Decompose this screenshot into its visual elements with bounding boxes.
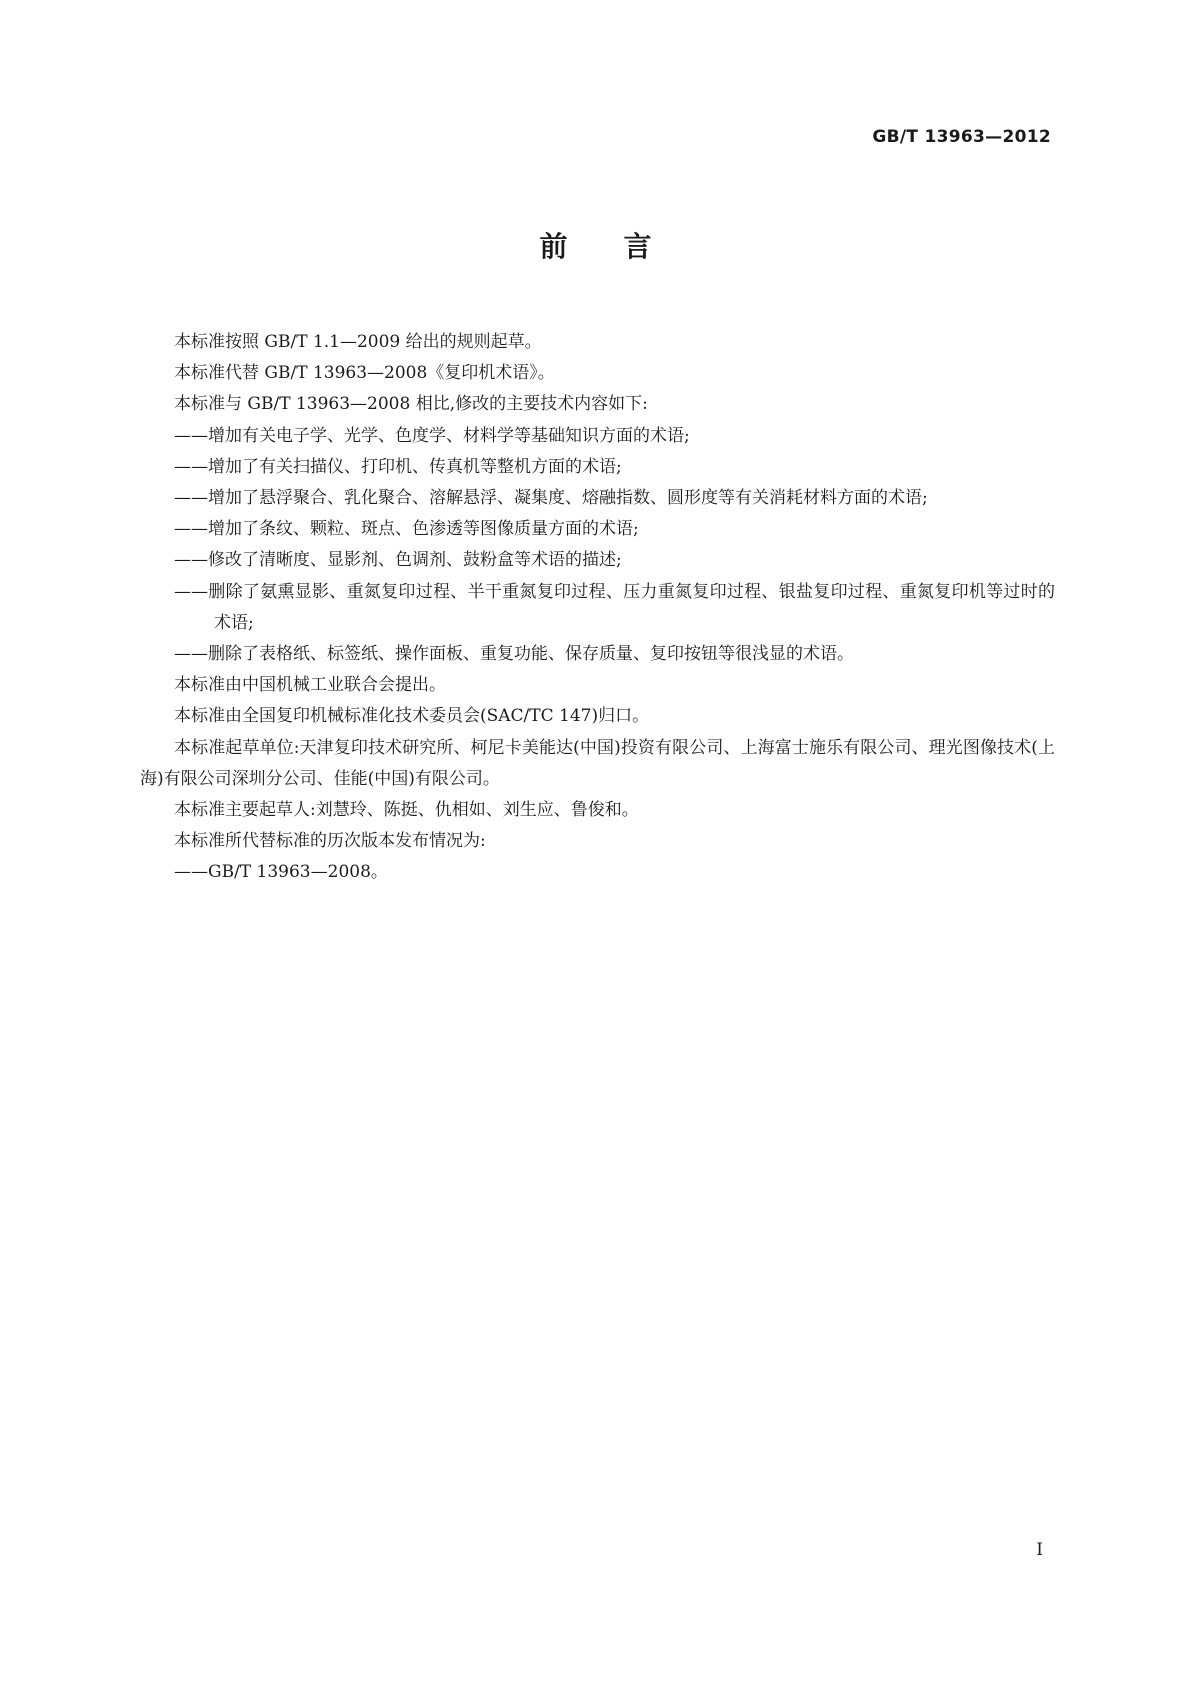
paragraph-changes-intro: 本标准与 GB/T 13963—2008 相比,修改的主要技术内容如下: [174, 394, 648, 415]
change-item-2: ——增加了有关扫描仪、打印机、传真机等整机方面的术语; [174, 456, 622, 477]
title-char-2: 言 [623, 230, 652, 263]
change-item-1: ——增加有关电子学、光学、色度学、材料学等基础知识方面的术语; [174, 425, 690, 446]
standard-code: GB/T 13963—2012 [872, 127, 1051, 147]
paragraph-drafting-rules: 本标准按照 GB/T 1.1—2009 给出的规则起草。 [174, 332, 542, 352]
paragraph-proposed-by: 本标准由中国机械工业联合会提出。 [174, 675, 446, 696]
title-char-1: 前 [539, 230, 568, 263]
paragraph-drafting-units: 本标准起草单位:天津复印技术研究所、柯尼卡美能达(中国)投资有限公司、上海富士施乐有限公司、理光图像技术(上海)有限公司深圳分公司、佳能(中国)有限公司。 [140, 737, 1055, 789]
page-number: I [1036, 1540, 1043, 1560]
paragraph-under-jurisdiction: 本标准由全国复印机械标准化技术委员会(SAC/TC 147)归口。 [174, 706, 650, 727]
previous-edition-item: ——GB/T 13963—2008。 [174, 862, 388, 883]
change-item-3: ——增加了悬浮聚合、乳化聚合、溶解悬浮、凝集度、熔融指数、圆形度等有关消耗材料方面的术语; [174, 488, 928, 509]
foreword-body [140, 327, 1055, 889]
change-item-4: ——增加了条纹、颗粒、斑点、色渗透等图像质量方面的术语; [174, 519, 639, 540]
change-item-6: ——删除了氨熏显影、重氮复印过程、半干重氮复印过程、压力重氮复印过程、银盐复印过程、重氮复印机等过时的术语; [174, 581, 1055, 633]
paragraph-previous-editions: 本标准所代替标准的历次版本发布情况为: [174, 831, 486, 852]
paragraph-replaces: 本标准代替 GB/T 13963—2008《复印机术语》。 [174, 363, 555, 384]
change-item-7: ——删除了表格纸、标签纸、操作面板、重复功能、保存质量、复印按钮等很浅显的术语。 [174, 644, 854, 665]
page-title [0, 225, 1191, 265]
change-item-5: ——修改了清晰度、显影剂、色调剂、鼓粉盒等术语的描述; [174, 550, 622, 571]
paragraph-drafters: 本标准主要起草人:刘慧玲、陈挺、仇相如、刘生应、鲁俊和。 [174, 800, 639, 821]
